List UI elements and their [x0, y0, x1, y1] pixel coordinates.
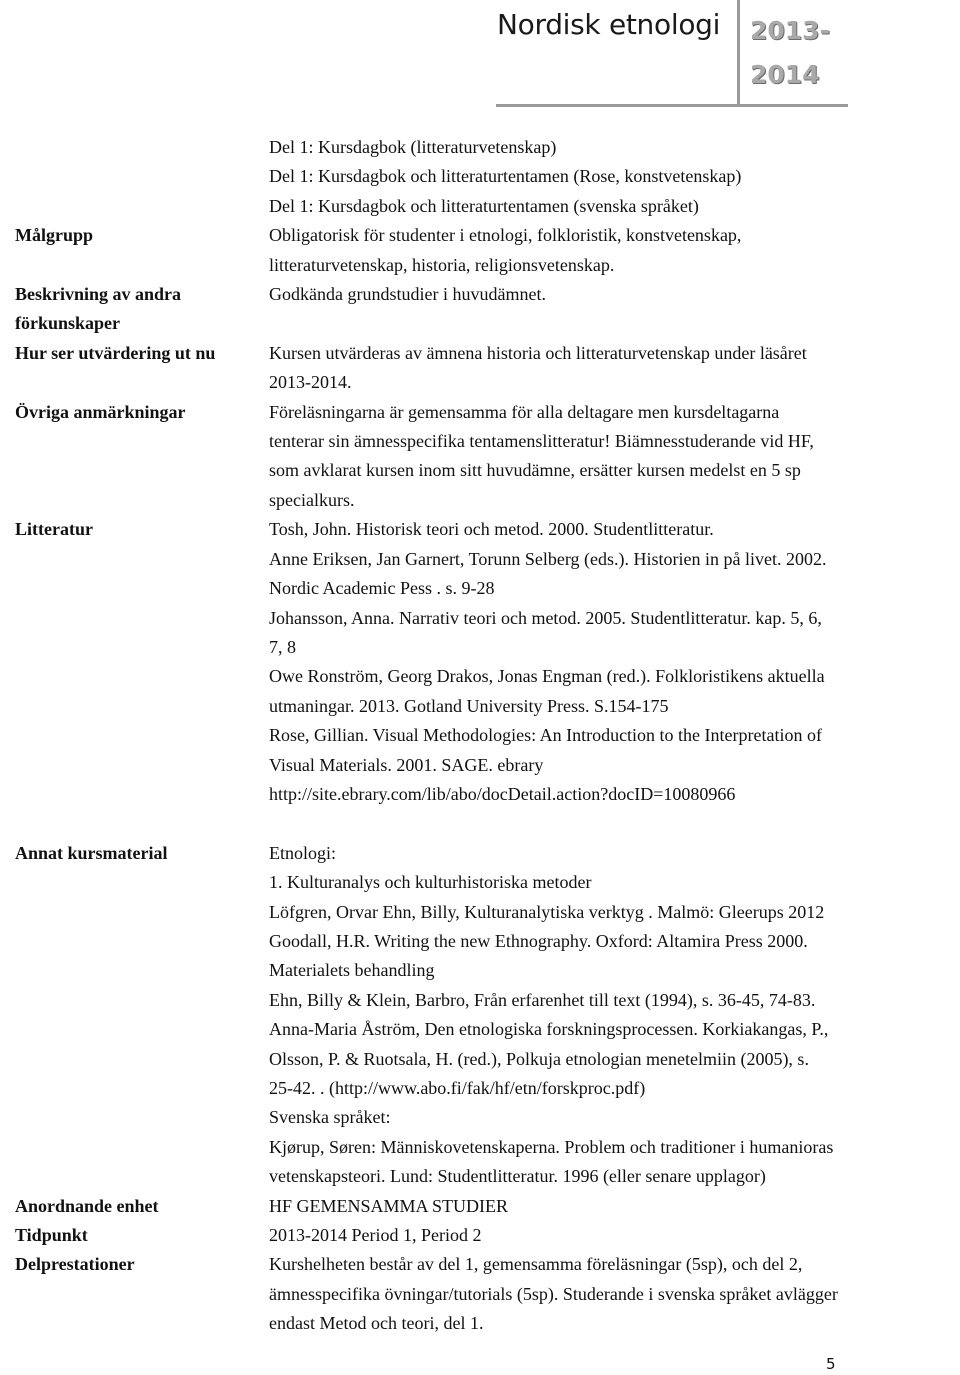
- forkunskaper-row: [15, 280, 960, 339]
- utvardering-label: Hur ser utvärdering ut nu: [15, 342, 216, 363]
- anmarkningar-text: specialkurs.: [269, 489, 355, 510]
- delprestationer-text: endast Metod och teori, del 1.: [269, 1313, 484, 1334]
- litteratur-entry: Johansson, Anna. Narrativ teori och metod. 2005. Studentlitteratur. kap. 5, 6,: [269, 607, 822, 628]
- annat-label: Annat kursmaterial: [15, 842, 168, 863]
- delprestationer-text: Kurshelheten består av del 1, gemensamma föreläsningar (5sp), och del 2,: [269, 1254, 803, 1275]
- header-title: Nordisk etnologi: [497, 8, 721, 41]
- litteratur-row: [15, 515, 960, 809]
- litteratur-entry: utmaningar. 2013. Gotland University Press. S.154-175: [269, 695, 669, 716]
- anmarkningar-text: tenterar sin ämnesspecifika tentamenslitteratur! Biämnesstuderande vid HF,: [269, 431, 814, 452]
- course-info: [15, 133, 960, 1339]
- litteratur-entry: Visual Materials. 2001. SAGE. ebrary: [269, 754, 544, 775]
- litteratur-entry: Owe Ronström, Georg Drakos, Jonas Engman (red.). Folkloristikens aktuella: [269, 666, 825, 687]
- malgrupp-row: [15, 221, 960, 280]
- litteratur-entry: Tosh, John. Historisk teori och metod. 2000. Studentlitteratur.: [269, 519, 714, 540]
- annat-row: [15, 839, 960, 1192]
- forkunskaper-label: Beskrivning av andra: [15, 284, 182, 305]
- malgrupp-text: Obligatorisk för studenter i etnologi, folkloristik, konstvetenskap,: [269, 225, 742, 246]
- annat-entry: 1. Kulturanalys och kulturhistoriska metoder: [269, 872, 592, 893]
- tidpunkt-label: Tidpunkt: [15, 1225, 88, 1246]
- intro-section: [15, 133, 960, 221]
- annat-entry: Ehn, Billy & Klein, Barbro, Från erfarenhet till text (1994), s. 36-45, 74-83.: [269, 989, 816, 1010]
- utvardering-row: [15, 339, 960, 398]
- delprestationer-label: Delprestationer: [15, 1254, 135, 1275]
- intro-line: Del 1: Kursdagbok och litteraturtentamen (Rose, konstvetenskap): [269, 166, 742, 187]
- tidpunkt-row: [15, 1221, 960, 1250]
- page-number: 5: [826, 1355, 836, 1373]
- annat-entry: Olsson, P. & Ruotsala, H. (red.), Polkuja etnologian menetelmiin (2005), s.: [269, 1048, 809, 1069]
- anmarkningar-row: [15, 398, 960, 516]
- litteratur-entry: Nordic Academic Pess . s. 9-28: [269, 578, 495, 599]
- enhet-label: Anordnande enhet: [15, 1195, 159, 1216]
- enhet-row: [15, 1192, 960, 1221]
- tidpunkt-text: 2013-2014 Period 1, Period 2: [269, 1225, 482, 1246]
- litteratur-link[interactable]: http://site.ebrary.com/lib/abo/docDetail.action?docID=10080966: [269, 783, 736, 804]
- utvardering-text: Kursen utvärderas av ämnena historia och litteraturvetenskap under läsåret: [269, 342, 807, 363]
- malgrupp-text: litteraturvetenskap, historia, religionsvetenskap.: [269, 254, 615, 275]
- litteratur-label: Litteratur: [15, 519, 93, 540]
- annat-entry: vetenskapsteori. Lund: Studentlitteratur. 1996 (eller senare upplagor): [269, 1166, 766, 1187]
- anmarkningar-label: Övriga anmärkningar: [15, 401, 186, 422]
- annat-entry: 25-42. . (http://www.abo.fi/fak/hf/etn/forskproc.pdf): [269, 1077, 646, 1098]
- header-divider-vertical: [737, 0, 740, 106]
- delprestationer-row: [15, 1250, 960, 1338]
- annat-entry: Etnologi:: [269, 842, 336, 863]
- anmarkningar-text: Föreläsningarna är gemensamma för alla deltagare men kursdeltagarna: [269, 401, 780, 422]
- intro-line: Del 1: Kursdagbok (litteraturvetenskap): [269, 137, 557, 157]
- header-year-line2: 2014: [750, 60, 820, 89]
- delprestationer-text: ämnesspecifika övningar/tutorials (5sp). Studerande i svenska språket avlägger: [269, 1283, 838, 1304]
- annat-entry: Anna-Maria Åström, Den etnologiska forskningsprocessen. Korkiakangas, P.,: [269, 1019, 829, 1040]
- enhet-text: HF GEMENSAMMA STUDIER: [269, 1195, 509, 1216]
- annat-entry: Kjørup, Søren: Människovetenskaperna. Problem och traditioner i humanioras: [269, 1136, 834, 1157]
- forkunskaper-text: Godkända grundstudier i huvudämnet.: [269, 284, 546, 305]
- header-year-line1: 2013-: [750, 16, 830, 45]
- litteratur-entry: 7, 8: [269, 636, 296, 657]
- anmarkningar-text: som avklarat kursen inom sitt huvudämne, ersätter kursen medelst en 5 sp: [269, 460, 801, 481]
- litteratur-entry: Anne Eriksen, Jan Garnert, Torunn Selberg (eds.). Historien in på livet. 2002.: [269, 548, 827, 569]
- annat-entry: Materialets behandling: [269, 960, 435, 981]
- malgrupp-label: Målgrupp: [15, 225, 94, 246]
- annat-entry: Löfgren, Orvar Ehn, Billy, Kulturanalytiska verktyg . Malmö: Gleerups 2012: [269, 901, 825, 922]
- forkunskaper-label-continued: förkunskaper: [15, 313, 121, 334]
- intro-line: Del 1: Kursdagbok och litteraturtentamen (svenska språket): [269, 195, 699, 216]
- header-divider-horizontal: [496, 104, 848, 107]
- utvardering-text: 2013-2014.: [269, 372, 352, 393]
- annat-entry: Goodall, H.R. Writing the new Ethnography. Oxford: Altamira Press 2000.: [269, 930, 808, 951]
- litteratur-entry: Rose, Gillian. Visual Methodologies: An Introduction to the Interpretation of: [269, 725, 822, 746]
- annat-entry: Svenska språket:: [269, 1107, 391, 1128]
